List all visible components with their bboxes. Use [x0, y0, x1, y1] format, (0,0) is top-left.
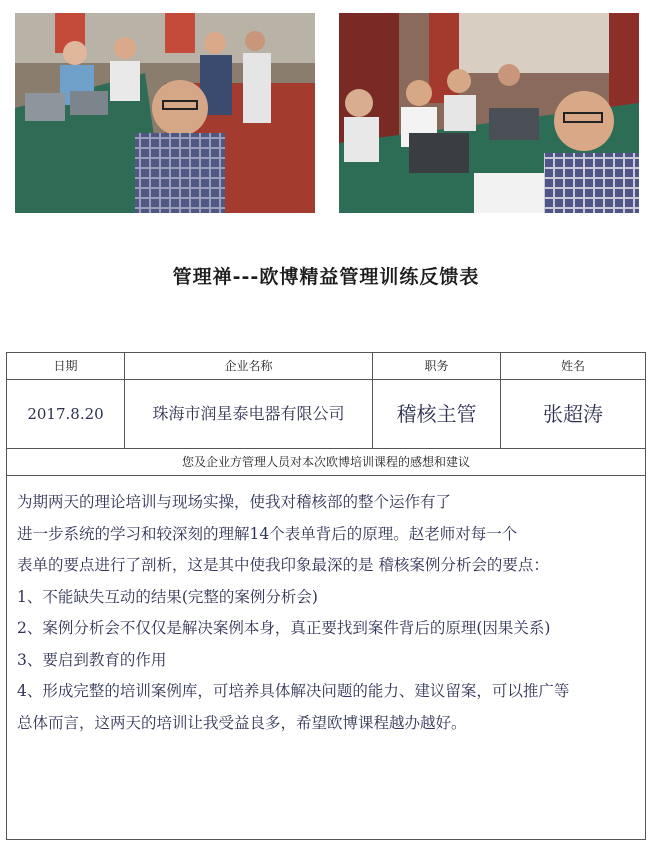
position-value: 稽核主管	[373, 380, 501, 448]
feedback-body	[17, 487, 639, 739]
company-value: 珠海市润星泰电器有限公司	[125, 380, 373, 448]
position-header: 职务	[373, 353, 501, 379]
name-header: 姓名	[560, 359, 585, 373]
header-row	[7, 353, 645, 380]
value-row	[7, 380, 645, 449]
photo-icon	[339, 13, 639, 213]
date-header: 日期	[7, 353, 125, 379]
feedback-line: 2、案例分析会不仅仅是解决案例本身，真正要找到案件背后的原理(因果关系)	[17, 619, 551, 637]
feedback-line: 表单的要点进行了剖析，这是其中使我印象最深的是 稽核案例分析会的要点：	[17, 556, 549, 574]
feedback-line: 总体而言，这两天的培训让我受益良多，希望欧博课程越办越好。	[17, 713, 467, 732]
date-value: 2017.8.20	[7, 380, 125, 448]
training-photo-left	[15, 13, 315, 213]
photo-icon	[15, 13, 315, 213]
company-header: 企业名称	[125, 353, 373, 379]
name-value: 张超涛	[543, 402, 603, 426]
feedback-line: 3、要启到教育的作用	[17, 650, 167, 669]
feedback-form	[6, 352, 646, 840]
feedback-line: 进一步系统的学习和较深刻的理解14个表单背后的原理。赵老师对每一个	[17, 524, 518, 543]
feedback-line: 为期两天的理论培训与现场实操，使我对稽核部的整个运作有了	[17, 493, 452, 511]
section-title: 您及企业方管理人员对本次欧博培训课程的感想和建议	[7, 449, 645, 476]
feedback-line: 1、不能缺失互动的结果(完整的案例分析会)	[17, 587, 318, 606]
form-title: 管理禅---欧博精益管理训练反馈表	[172, 266, 480, 288]
feedback-line: 4、形成完整的培训案例库，可培养具体解决问题的能力、建议留案，可以推广等	[17, 682, 570, 700]
training-photo-right	[339, 13, 639, 213]
